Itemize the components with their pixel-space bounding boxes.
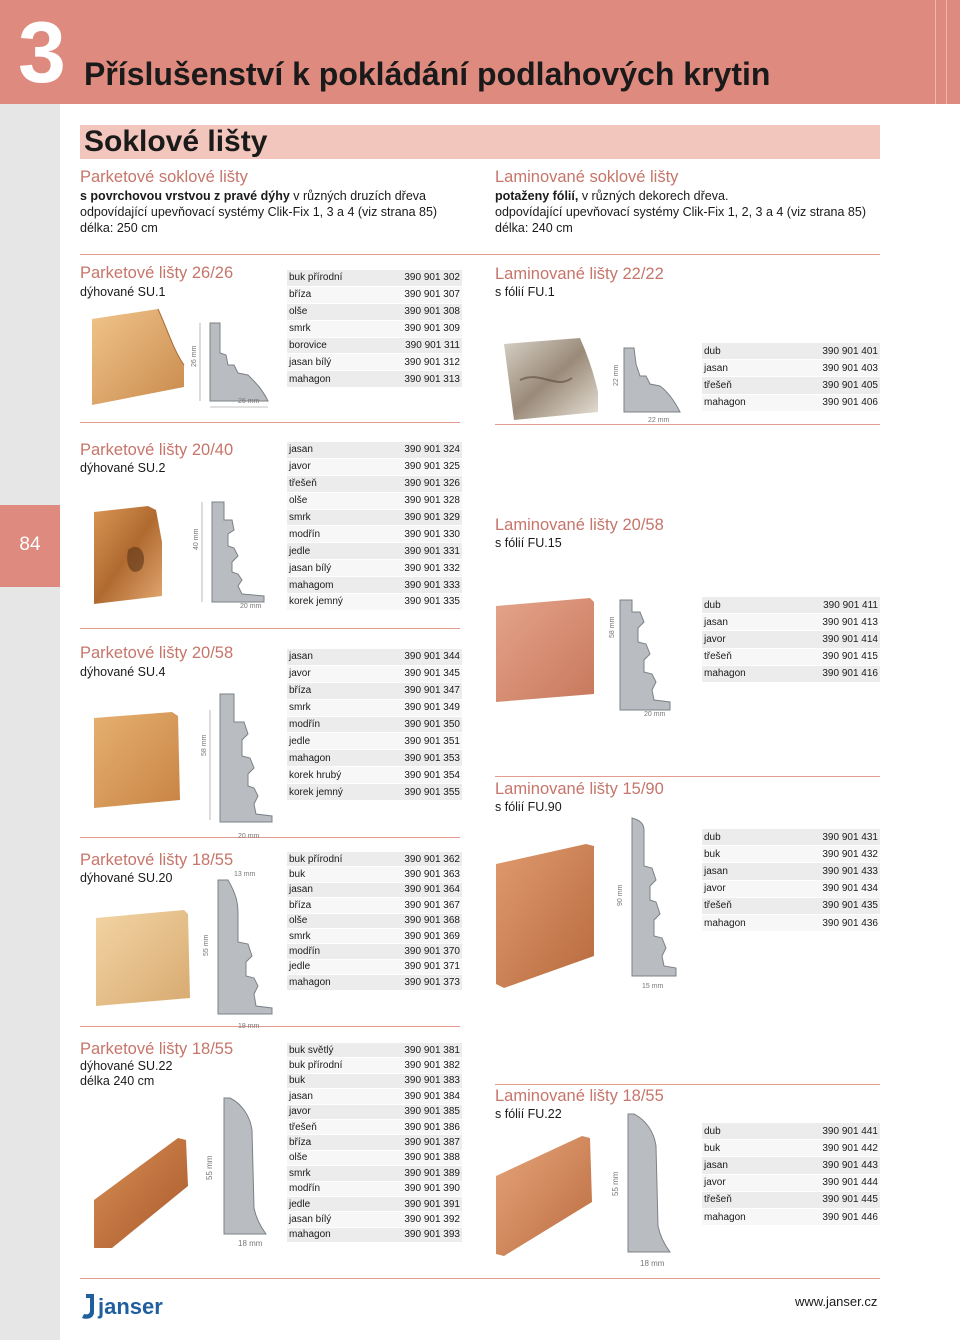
wood-type: korek jemný [289, 596, 343, 608]
product-subtitle: dýhované SU.4 [80, 665, 166, 679]
table-row [287, 1043, 462, 1058]
article-number: 390 901 308 [404, 306, 460, 318]
wood-type: buk [289, 1075, 306, 1087]
article-number: 390 901 332 [404, 562, 460, 574]
table-row [702, 898, 880, 915]
wood-type: mahagon [704, 397, 746, 409]
dim-label: 20 mm [240, 603, 262, 610]
table-row [702, 846, 880, 863]
website-link[interactable]: www.janser.cz [795, 1294, 878, 1309]
article-number: 390 901 390 [404, 1183, 460, 1195]
wood-type: jasan [704, 362, 728, 374]
wood-type: buk světlý [289, 1044, 334, 1056]
table-row [287, 852, 462, 867]
wood-type: smrk [289, 512, 311, 523]
dim-label: 55 mm [611, 1171, 620, 1196]
table-row [287, 733, 462, 750]
table-row [702, 631, 880, 648]
moulding-20-40-image [88, 490, 278, 612]
article-number: 390 901 444 [822, 1177, 878, 1189]
table-row [702, 881, 880, 898]
wood-type: dub [704, 345, 721, 357]
wood-type: olše [289, 1152, 308, 1164]
product-title: Parketové lišty 18/55 [80, 851, 234, 869]
article-number: 390 901 393 [404, 1229, 460, 1241]
article-number: 390 901 368 [404, 915, 460, 927]
divider [80, 254, 880, 255]
wood-type: jasan bílý [289, 562, 332, 574]
wood-type: javor [289, 1106, 311, 1118]
dim-label: 26 mm [191, 345, 198, 367]
table-row [287, 1105, 462, 1120]
table-row [287, 543, 462, 560]
wood-type: buk přírodní [289, 272, 343, 284]
article-number: 390 901 335 [404, 596, 460, 608]
wood-type: bříza [289, 1137, 312, 1149]
table-row [702, 614, 880, 631]
table-row [287, 1151, 462, 1166]
wood-type: jedle [289, 545, 311, 557]
table-row [287, 338, 462, 355]
section-title: Soklové lišty [84, 125, 268, 158]
article-number: 390 901 401 [822, 345, 878, 357]
product-subtitle: s fólií FU.22 [495, 1107, 562, 1121]
table-row [702, 863, 880, 880]
table-row [287, 717, 462, 734]
table-row [287, 1212, 462, 1227]
dim-label: 58 mm [201, 734, 208, 756]
product-table [287, 1043, 462, 1243]
article-number: 390 901 326 [404, 478, 460, 490]
wood-type: jasan [704, 865, 728, 877]
wood-type: jedle [289, 735, 311, 747]
table-row [287, 666, 462, 683]
intro-text: v různých druzích dřeva [289, 189, 426, 203]
table-row [287, 1197, 462, 1212]
wood-type: javor [289, 668, 311, 680]
wood-type: třešeň [704, 900, 732, 912]
wood-type: smrk [289, 930, 311, 942]
product-title: Parketové lišty 26/26 [80, 264, 234, 282]
article-number: 390 901 445 [822, 1194, 878, 1206]
product-subtitle: dýhované SU.22 [80, 1059, 173, 1073]
divider [495, 424, 880, 425]
intro-text: délka: 240 cm [495, 221, 573, 235]
laminate-15-90-image [494, 816, 686, 992]
article-number: 390 901 388 [404, 1152, 460, 1164]
wood-type: bříza [289, 685, 312, 697]
product-table [287, 442, 462, 611]
intro-bold: potaženy fólií, [495, 189, 579, 203]
table-row [287, 929, 462, 944]
wood-type: jasan [289, 444, 313, 456]
dim-label: 15 mm [642, 983, 664, 990]
wood-type: třešeň [704, 651, 732, 663]
dim-label: 55 mm [205, 1155, 214, 1180]
table-row [287, 493, 462, 510]
table-row [287, 270, 462, 287]
dim-label: 18 mm [238, 1023, 260, 1030]
janser-logo [80, 1290, 180, 1320]
article-number: 390 901 311 [405, 340, 460, 351]
article-number: 390 901 387 [404, 1137, 460, 1149]
table-row [702, 597, 880, 614]
wood-type: javor [704, 1177, 726, 1189]
laminate-20-58-image [494, 598, 686, 718]
article-number: 390 901 446 [822, 1211, 878, 1223]
wood-type: korek hrubý [289, 769, 342, 781]
table-row [702, 1157, 880, 1174]
table-row [702, 666, 880, 683]
wood-type: jasan [289, 1090, 313, 1102]
article-number: 390 901 389 [404, 1167, 460, 1179]
article-number: 390 901 373 [404, 976, 460, 988]
product-table [702, 343, 880, 412]
wood-type: buk [704, 848, 721, 860]
table-row [287, 767, 462, 784]
table-row [287, 577, 462, 594]
table-row [287, 287, 462, 304]
product-subtitle: délka 240 cm [80, 1074, 155, 1088]
article-number: 390 901 369 [404, 930, 460, 942]
wood-type: třešeň [704, 1194, 732, 1206]
product-table [702, 597, 880, 683]
product-table [287, 270, 462, 388]
article-number: 390 901 436 [822, 917, 878, 929]
wood-type: jasan [704, 1159, 728, 1171]
product-table [702, 1123, 880, 1226]
table-row [287, 560, 462, 577]
table-row [287, 459, 462, 476]
table-row [287, 700, 462, 717]
article-number: 390 901 328 [404, 495, 460, 507]
table-row [287, 750, 462, 767]
wood-type: smrk [289, 323, 311, 335]
article-number: 390 901 325 [404, 461, 460, 473]
table-row [287, 898, 462, 913]
table-row [702, 343, 880, 360]
table-row [287, 442, 462, 459]
wood-type: borovice [289, 340, 327, 351]
divider [80, 628, 460, 629]
wood-type: mahagon [289, 1229, 331, 1241]
dim-label: 22 mm [613, 364, 620, 386]
intro-text: v různých dekorech dřeva. [578, 189, 729, 203]
wood-type: třešeň [289, 1121, 317, 1133]
article-number: 390 901 371 [404, 961, 460, 973]
wood-type: třešeň [289, 478, 317, 490]
wood-type: třešeň [704, 379, 732, 391]
article-number: 390 901 434 [822, 883, 878, 895]
table-row [287, 975, 462, 990]
product-title: Laminované lišty 22/22 [495, 265, 664, 283]
table-row [287, 1089, 462, 1104]
article-number: 390 901 324 [404, 444, 460, 456]
wood-type: javor [704, 883, 726, 895]
article-number: 390 901 351 [404, 735, 460, 747]
wood-type: mahagon [704, 917, 746, 929]
article-number: 390 901 441 [822, 1125, 878, 1137]
intro-heading: Laminované soklové lišty [495, 168, 679, 186]
wood-type: mahagon [289, 976, 331, 988]
product-title: Laminované lišty 20/58 [495, 516, 664, 534]
table-row [702, 1140, 880, 1157]
dim-label: 40 mm [193, 528, 200, 550]
intro-text: odpovídající upevňovací systémy Clik-Fix 1, 2, 3 a 4 (viz strana 85) [495, 205, 866, 219]
article-number: 390 901 330 [404, 528, 460, 540]
side-margin [0, 104, 60, 1340]
table-row [287, 321, 462, 338]
article-number: 390 901 433 [822, 865, 878, 877]
table-row [287, 304, 462, 321]
table-row [287, 960, 462, 975]
product-subtitle: s fólií FU.90 [495, 800, 562, 814]
article-number: 390 901 443 [822, 1159, 878, 1171]
table-row [702, 1123, 880, 1140]
table-row [287, 1120, 462, 1135]
table-row [702, 1209, 880, 1226]
article-number: 390 901 384 [404, 1090, 460, 1102]
chapter-title: Příslušenství k pokládání podlahových krytin [84, 56, 771, 92]
wood-type: buk [289, 869, 306, 881]
logo-text: janser [98, 1294, 163, 1319]
article-number: 390 901 411 [823, 599, 878, 611]
product-subtitle: dýhované SU.2 [80, 461, 166, 475]
article-number: 390 901 344 [404, 651, 460, 663]
product-subtitle: s fólií FU.15 [495, 536, 562, 550]
article-number: 390 901 381 [404, 1044, 460, 1056]
divider [80, 1278, 880, 1279]
table-row [287, 784, 462, 801]
intro-text: délka: 250 cm [80, 221, 158, 235]
table-row [287, 1166, 462, 1181]
table-row [287, 594, 462, 611]
wood-type: mahagon [704, 1211, 746, 1223]
article-number: 390 901 349 [404, 702, 460, 714]
article-number: 390 901 386 [404, 1121, 460, 1133]
intro-text: odpovídající upevňovací systémy Clik-Fix 1, 3 a 4 (viz strana 85) [80, 205, 438, 219]
dim-label: 18 mm [640, 1259, 665, 1268]
wood-type: mahagon [289, 373, 331, 385]
table-row [702, 377, 880, 394]
intro-parquet [80, 167, 480, 236]
article-number: 390 901 382 [404, 1060, 460, 1072]
page-header [0, 0, 960, 104]
article-number: 390 901 405 [822, 379, 878, 391]
table-row [287, 526, 462, 543]
laminate-22-22-image [500, 320, 690, 424]
divider [495, 776, 880, 777]
product-subtitle: dýhované SU.1 [80, 285, 166, 299]
article-number: 390 901 364 [404, 884, 460, 896]
table-row [287, 1058, 462, 1073]
table-row [287, 354, 462, 371]
table-row [702, 829, 880, 846]
table-row [287, 867, 462, 882]
article-number: 390 901 367 [404, 899, 460, 911]
wood-type: mahagon [289, 752, 331, 764]
article-number: 390 901 435 [822, 900, 878, 912]
wood-type: jasan [704, 616, 728, 628]
article-number: 390 901 392 [404, 1213, 460, 1225]
product-subtitle: s fólií FU.1 [495, 285, 555, 299]
article-number: 390 901 353 [404, 752, 460, 764]
article-number: 390 901 333 [404, 579, 460, 591]
table-row [287, 914, 462, 929]
product-title: Parketové lišty 20/58 [80, 644, 234, 662]
wood-type: modřín [289, 1183, 321, 1195]
wood-type: jasan [289, 884, 313, 896]
table-row [702, 915, 880, 932]
article-number: 390 901 383 [404, 1075, 460, 1087]
header-divider [935, 0, 936, 104]
wood-type: mahagom [289, 579, 334, 591]
wood-type: dub [704, 831, 721, 843]
table-row [287, 476, 462, 493]
product-title: Parketové lišty 18/55 [80, 1040, 234, 1058]
article-number: 390 901 406 [822, 397, 878, 409]
article-number: 390 901 413 [822, 616, 878, 628]
chapter-number: 3 [18, 5, 66, 101]
intro-laminate [495, 167, 895, 236]
dim-label: 22 mm [648, 417, 670, 424]
dim-label: 13 mm [234, 871, 256, 878]
table-row [702, 1192, 880, 1209]
wood-type: modřín [289, 946, 321, 958]
divider [80, 422, 460, 423]
wood-type: jasan [289, 651, 313, 663]
table-row [287, 883, 462, 898]
article-number: 390 901 385 [404, 1106, 460, 1118]
moulding-18-55-su22-image [88, 1090, 278, 1250]
wood-type: mahagon [704, 668, 746, 680]
wood-type: korek jemný [289, 786, 343, 798]
article-number: 390 901 350 [404, 719, 460, 730]
article-number: 390 901 442 [822, 1142, 878, 1154]
wood-type: smrk [289, 702, 311, 714]
wood-type: javor [704, 633, 726, 645]
table-row [702, 360, 880, 377]
wood-type: smrk [289, 1167, 311, 1179]
product-title: Parketové lišty 20/40 [80, 441, 234, 459]
table-row [287, 1228, 462, 1243]
wood-type: jedle [289, 961, 311, 973]
article-number: 390 901 391 [404, 1198, 460, 1210]
table-row [702, 1175, 880, 1192]
article-number: 390 901 307 [404, 289, 460, 301]
product-table [702, 829, 880, 932]
wood-type: jasan bílý [289, 356, 332, 368]
wood-type: olše [289, 915, 308, 927]
table-row [287, 371, 462, 388]
table-row [287, 944, 462, 959]
table-row [287, 1135, 462, 1150]
product-table [287, 649, 462, 801]
table-row [287, 683, 462, 700]
table-row [702, 395, 880, 412]
moulding-18-55-image [88, 866, 278, 1030]
article-number: 390 901 312 [404, 356, 460, 368]
article-number: 390 901 432 [822, 848, 878, 860]
dim-label: 90 mm [617, 884, 624, 906]
wood-type: buk [704, 1142, 721, 1154]
wood-type: jedle [289, 1198, 311, 1210]
product-table [287, 852, 462, 991]
moulding-26-26-image [88, 305, 278, 410]
article-number: 390 901 415 [822, 651, 878, 663]
table-row [702, 649, 880, 666]
dim-label: 20 mm [238, 833, 260, 840]
article-number: 390 901 355 [404, 786, 460, 798]
product-subtitle: dýhované SU.20 [80, 871, 173, 885]
wood-type: modřín [289, 528, 321, 540]
intro-bold: s povrchovou vrstvou z pravé dýhy [80, 189, 290, 203]
wood-type: olše [289, 306, 308, 318]
dim-label: 58 mm [609, 616, 616, 638]
article-number: 390 901 302 [404, 272, 460, 284]
article-number: 390 901 370 [404, 946, 460, 958]
article-number: 390 901 345 [404, 668, 460, 680]
table-row [287, 1074, 462, 1089]
dim-label: 55 mm [203, 934, 210, 956]
wood-type: modřín [289, 719, 321, 730]
article-number: 390 901 362 [404, 853, 460, 865]
table-row [287, 1182, 462, 1197]
wood-type: bříza [289, 899, 312, 911]
article-number: 390 901 313 [404, 373, 460, 385]
divider [495, 1084, 880, 1085]
wood-type: buk přírodní [289, 1060, 343, 1072]
article-number: 390 901 416 [822, 668, 878, 680]
article-number: 390 901 354 [404, 769, 460, 781]
article-number: 390 901 414 [822, 633, 878, 645]
article-number: 390 901 431 [822, 831, 878, 843]
wood-type: dub [704, 599, 721, 611]
dim-label: 26 mm [238, 398, 260, 405]
header-divider [946, 0, 947, 104]
wood-type: javor [289, 461, 311, 473]
wood-type: olše [289, 495, 308, 507]
product-title: Laminované lišty 18/55 [495, 1087, 664, 1105]
article-number: 390 901 347 [404, 685, 460, 697]
table-row [287, 649, 462, 666]
moulding-20-58-image [88, 690, 278, 840]
article-number: 390 901 329 [404, 512, 460, 523]
intro-heading: Parketové soklové lišty [80, 168, 248, 186]
article-number: 390 901 363 [404, 869, 460, 881]
wood-type: bříza [289, 289, 312, 301]
article-number: 390 901 331 [404, 545, 460, 557]
dim-label: 18 mm [238, 1239, 263, 1248]
wood-type: buk přírodní [289, 853, 343, 865]
article-number: 390 901 403 [822, 362, 878, 374]
page-number: 84 [19, 534, 41, 555]
laminate-18-55-image [494, 1106, 686, 1270]
wood-type: dub [704, 1125, 721, 1137]
table-row [287, 510, 462, 527]
product-title: Laminované lišty 15/90 [495, 780, 664, 798]
article-number: 390 901 309 [404, 323, 460, 335]
wood-type: jasan bílý [289, 1213, 332, 1225]
dim-label: 20 mm [644, 711, 666, 718]
